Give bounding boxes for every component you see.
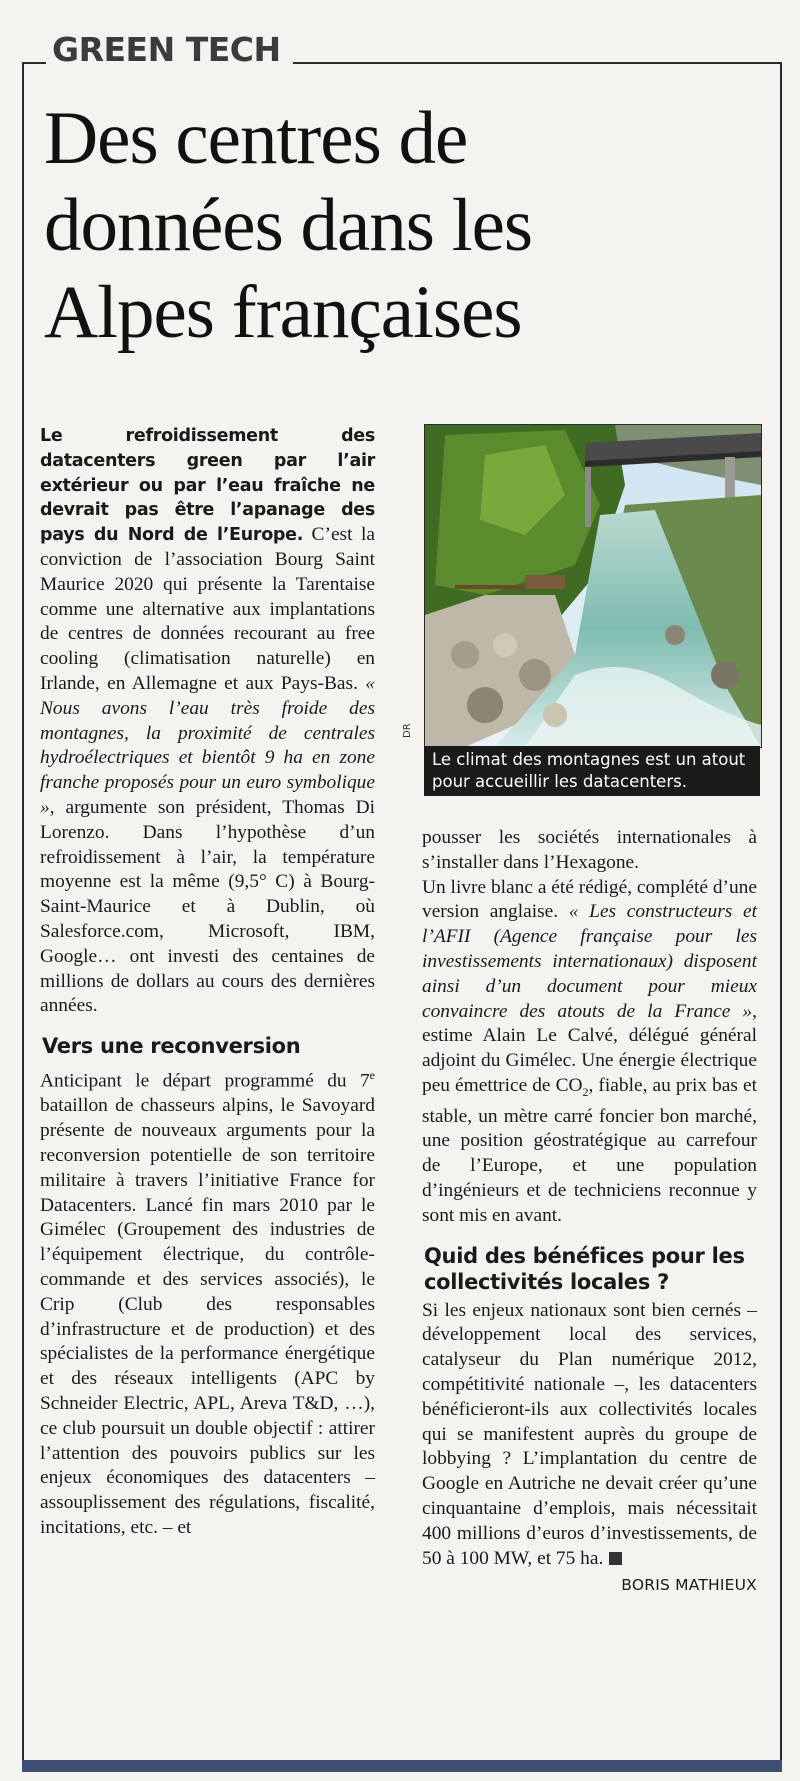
article-photo <box>424 424 762 748</box>
article-title: Des centres de données dans les Alpes françaises <box>44 97 533 354</box>
right-column <box>422 826 757 1598</box>
mountain-river-image <box>425 425 761 747</box>
photo-caption: Le climat des montagnes est un atout pour accueillir les datacenters. <box>424 746 760 796</box>
photo-credit: DR <box>402 723 413 738</box>
paragraph-2 <box>40 1063 375 1541</box>
paragraph-1-text-a: C’est la conviction de l’association Bourg Saint Maurice 2020 qui présente la Tarentaise comme une alternative aux implantations de centres de données recourant au free cooling (climatisation naturelle) en Irlande, en Allemagne et aux Pays-Bas. <box>40 524 375 694</box>
paragraph-4 <box>422 1299 757 1595</box>
section-kicker: GREEN TECH <box>46 30 293 69</box>
paragraph-2-continued: pousser les sociétés internationales à s’installer dans l’Hexagone. <box>422 827 757 873</box>
paragraph-3-text-c: , fiable, au prix bas et stable, un mètre carré foncier bon marché, une position géostratégique au carrefour de l’Europe, et une population d’ingénieurs et de techniciens reconnue y sont mis en avant. <box>422 1074 757 1226</box>
paragraph-2-text-b: bataillon de chasseurs alpins, le Savoyard présente de nouveaux arguments pour la reconversion potentielle de son territoire militaire à travers l’initiative France for Datacenters. Lancé fin mars 2010 par le Gimélec (Groupement des industries de l’équipement électrique, du contrôle-commande et des services associés), le Crip (Club des responsables d’infrastructure et de production) et des spécialistes de la performance énergétique et des réseaux intelligents (APC by Schneider Electric, APL, Areva T&D, …), ce club poursuit un double objectif : attirer l’attention des pouvoirs publics sur les enjeux économiques des datacenters – assouplissement des régulations, fiscalité, incitations, etc. – et <box>40 1095 375 1538</box>
quote-afii: « Les constructeurs et l’AFII (Agence française pour les investissements internationaux) disposent ainsi d’un document pour mieux convaincre des atouts de la France » <box>422 901 757 1022</box>
paragraph-1 <box>40 424 375 1019</box>
ordinal-sup: e <box>369 1068 375 1083</box>
subhead-reconversion: Vers une reconversion <box>42 1034 301 1059</box>
bottom-color-bar <box>22 1760 782 1772</box>
paragraph-4-text: Si les enjeux nationaux sont bien cernés – développement local des services, catalyseur du Plan numérique 2012, compétitivité nationale –, les datacenters bénéficieront-ils aux collectivités locales qui se manifestent auprès du groupe de lobbying ? L’implantation du centre de Google en Autriche ne devait créer qu’une cinquantaine d’emplois, mais nécessitait 400 millions d’euros d’investissements, de 50 à 100 MW, et 75 ha. <box>422 1299 757 1569</box>
lead-text: Le refroidissement des datacenters green par l’air extérieur ou par l’eau fraîche ne devrait pas être l’apanage des pays du Nord de l’Europe. <box>40 426 375 546</box>
paragraph-3 <box>422 876 757 1229</box>
subhead-collectivites: Quid des bénéfices pour les collectivités locales ? <box>424 1243 745 1294</box>
left-column <box>40 424 375 1541</box>
paragraph-2-text-a: Anticipant le départ programmé du 7 <box>40 1070 370 1092</box>
author-byline: BORIS MATHIEUX <box>621 1576 757 1595</box>
end-of-article-icon <box>609 1552 622 1565</box>
co2-subscript: 2 <box>582 1084 589 1099</box>
paragraph-3-text-b: , estime Alain Le Calvé, délégué général adjoint du Gimélec. Une énergie électrique peu émettrice de CO <box>422 1000 757 1096</box>
paragraph-3-text-a: Un livre blanc a été rédigé, complété d’une version anglaise. <box>422 876 757 923</box>
quote-president: « Nous avons l’eau très froide des montagnes, la proximité de centrales hydroélectriques et bientôt 9 ha en zone franche proposés pour un euro symbolique » <box>40 672 375 818</box>
paragraph-1-text-b: , argumente son président, Thomas Di Lorenzo. Dans l’hypothèse d’un refroidissement à l’air, la température moyenne est la même (9,5° C) à Bourg-Saint-Maurice et à Dublin, où Salesforce.com, Microsoft, IBM, Google… ont investi des centaines de millions de dollars au cours des dernières années. <box>40 796 375 1017</box>
